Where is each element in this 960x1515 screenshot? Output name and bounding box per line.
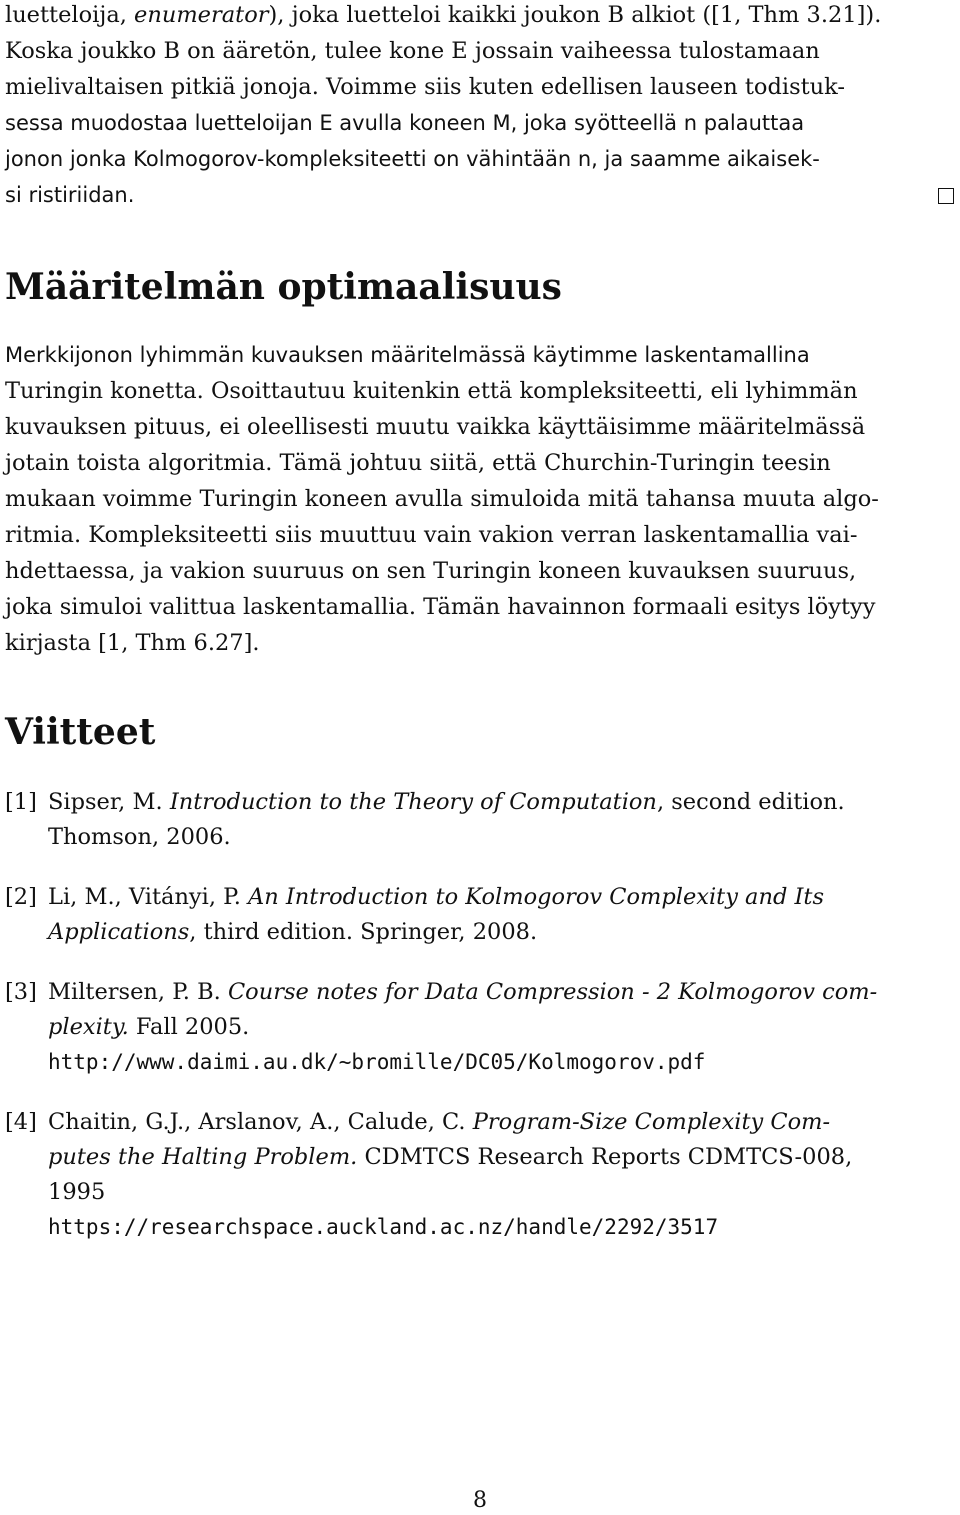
reference-line bbox=[48, 785, 954, 820]
intro-line-2: Koska joukko B on ääretön, tulee kone E jossain vaiheessa tulostamaan bbox=[5, 38, 820, 64]
reference-line bbox=[48, 1140, 954, 1175]
reference-item-1 bbox=[5, 785, 954, 855]
intro-line-6: si ristiriidan. bbox=[5, 183, 135, 207]
section-title-optimaalisuus: Määritelmän optimaalisuus bbox=[5, 266, 562, 308]
reference-authors: Chaitin, G.J., Arslanov, A., Calude, C. bbox=[48, 1109, 473, 1135]
reference-publisher: , third edition. Springer, 2008. bbox=[189, 919, 538, 945]
reference-edition: , second edition. bbox=[656, 789, 845, 815]
section1-line-5: mukaan voimme Turingin koneen avulla simuloida mitä tahansa muuta algo- bbox=[5, 486, 879, 512]
section1-line-7: hdettaessa, ja vakion suuruus on sen Turingin koneen kuvauksen suuruus, bbox=[5, 558, 857, 584]
reference-number: [3] bbox=[5, 979, 37, 1005]
section1-line-3: kuvauksen pituus, ei oleellisesti muutu vaikka käyttäisimme määritelmässä bbox=[5, 414, 866, 440]
qed-symbol bbox=[938, 188, 954, 204]
intro-line-1-term: enumerator bbox=[134, 2, 269, 28]
reference-line bbox=[48, 1105, 954, 1140]
reference-title: Course notes for Data Compression - 2 Kolmogorov com- bbox=[227, 979, 878, 1005]
reference-title-cont: Applications bbox=[48, 919, 190, 945]
reference-line bbox=[48, 1010, 954, 1045]
reference-url-link[interactable]: https://researchspace.auckland.ac.nz/handle/2292/3517 bbox=[48, 1215, 719, 1239]
intro-line-1-post: ), joka luetteloi kaikki joukon B alkiot ([1, Thm 3.21]). bbox=[268, 2, 882, 28]
reference-item-2 bbox=[5, 880, 954, 950]
reference-authors: Sipser, M. bbox=[48, 789, 170, 815]
reference-authors: Miltersen, P. B. bbox=[48, 979, 228, 1005]
reference-item-3 bbox=[5, 975, 954, 1080]
reference-title-cont: plexity. bbox=[48, 1014, 129, 1040]
page-number: 8 bbox=[473, 1488, 487, 1513]
intro-line-5: jonon jonka Kolmogorov-kompleksiteetti on vähintään n, ja saamme aikaisek- bbox=[5, 147, 820, 171]
section1-line-8: joka simuloi valittua laskentamallia. Tämän havainnon formaali esitys löytyy bbox=[5, 594, 876, 620]
reference-line bbox=[48, 915, 954, 950]
section1-line-9: kirjasta [1, Thm 6.27]. bbox=[5, 630, 260, 656]
reference-title-cont: putes the Halting Problem. bbox=[48, 1144, 358, 1170]
intro-line-1 bbox=[5, 0, 881, 30]
section1-line-1: Merkkijonon lyhimmän kuvauksen määritelmässä käytimme laskentamallina bbox=[5, 343, 810, 367]
reference-item-4 bbox=[5, 1105, 954, 1245]
reference-number: [1] bbox=[5, 789, 37, 815]
reference-publisher: Thomson, 2006. bbox=[48, 824, 231, 850]
reference-line bbox=[48, 880, 954, 915]
reference-title: Program-Size Complexity Com- bbox=[472, 1109, 831, 1135]
reference-authors: Li, M., Vitányi, P. bbox=[48, 884, 249, 910]
reference-year: 1995 bbox=[48, 1179, 106, 1205]
reference-url-link[interactable]: http://www.daimi.au.dk/~bromille/DC05/Kolmogorov.pdf bbox=[48, 1050, 706, 1074]
reference-line bbox=[48, 975, 954, 1010]
reference-number: [2] bbox=[5, 884, 37, 910]
reference-number: [4] bbox=[5, 1109, 37, 1135]
section1-line-2: Turingin konetta. Osoittautuu kuitenkin että kompleksiteetti, eli lyhimmän bbox=[5, 378, 858, 404]
intro-line-3: mielivaltaisen pitkiä jonoja. Voimme siis kuten edellisen lauseen todistuk- bbox=[5, 74, 845, 100]
reference-title: An Introduction to Kolmogorov Complexity and Its bbox=[248, 884, 824, 910]
intro-line-4: sessa muodostaa luetteloijan E avulla koneen M, joka syötteellä n palauttaa bbox=[5, 111, 805, 135]
section1-line-6: ritmia. Kompleksiteetti siis muuttuu vain vakion verran laskentamallia vai- bbox=[5, 522, 858, 548]
reference-title: Introduction to the Theory of Computation bbox=[169, 789, 657, 815]
reference-date: Fall 2005. bbox=[128, 1014, 250, 1040]
intro-line-1-pre: luetteloija, bbox=[5, 2, 135, 28]
references-title: Viitteet bbox=[5, 711, 156, 753]
section1-line-4: jotain toista algoritmia. Tämä johtuu siitä, että Churchin-Turingin teesin bbox=[5, 450, 831, 476]
reference-publisher: CDMTCS Research Reports CDMTCS-008, bbox=[357, 1144, 853, 1170]
